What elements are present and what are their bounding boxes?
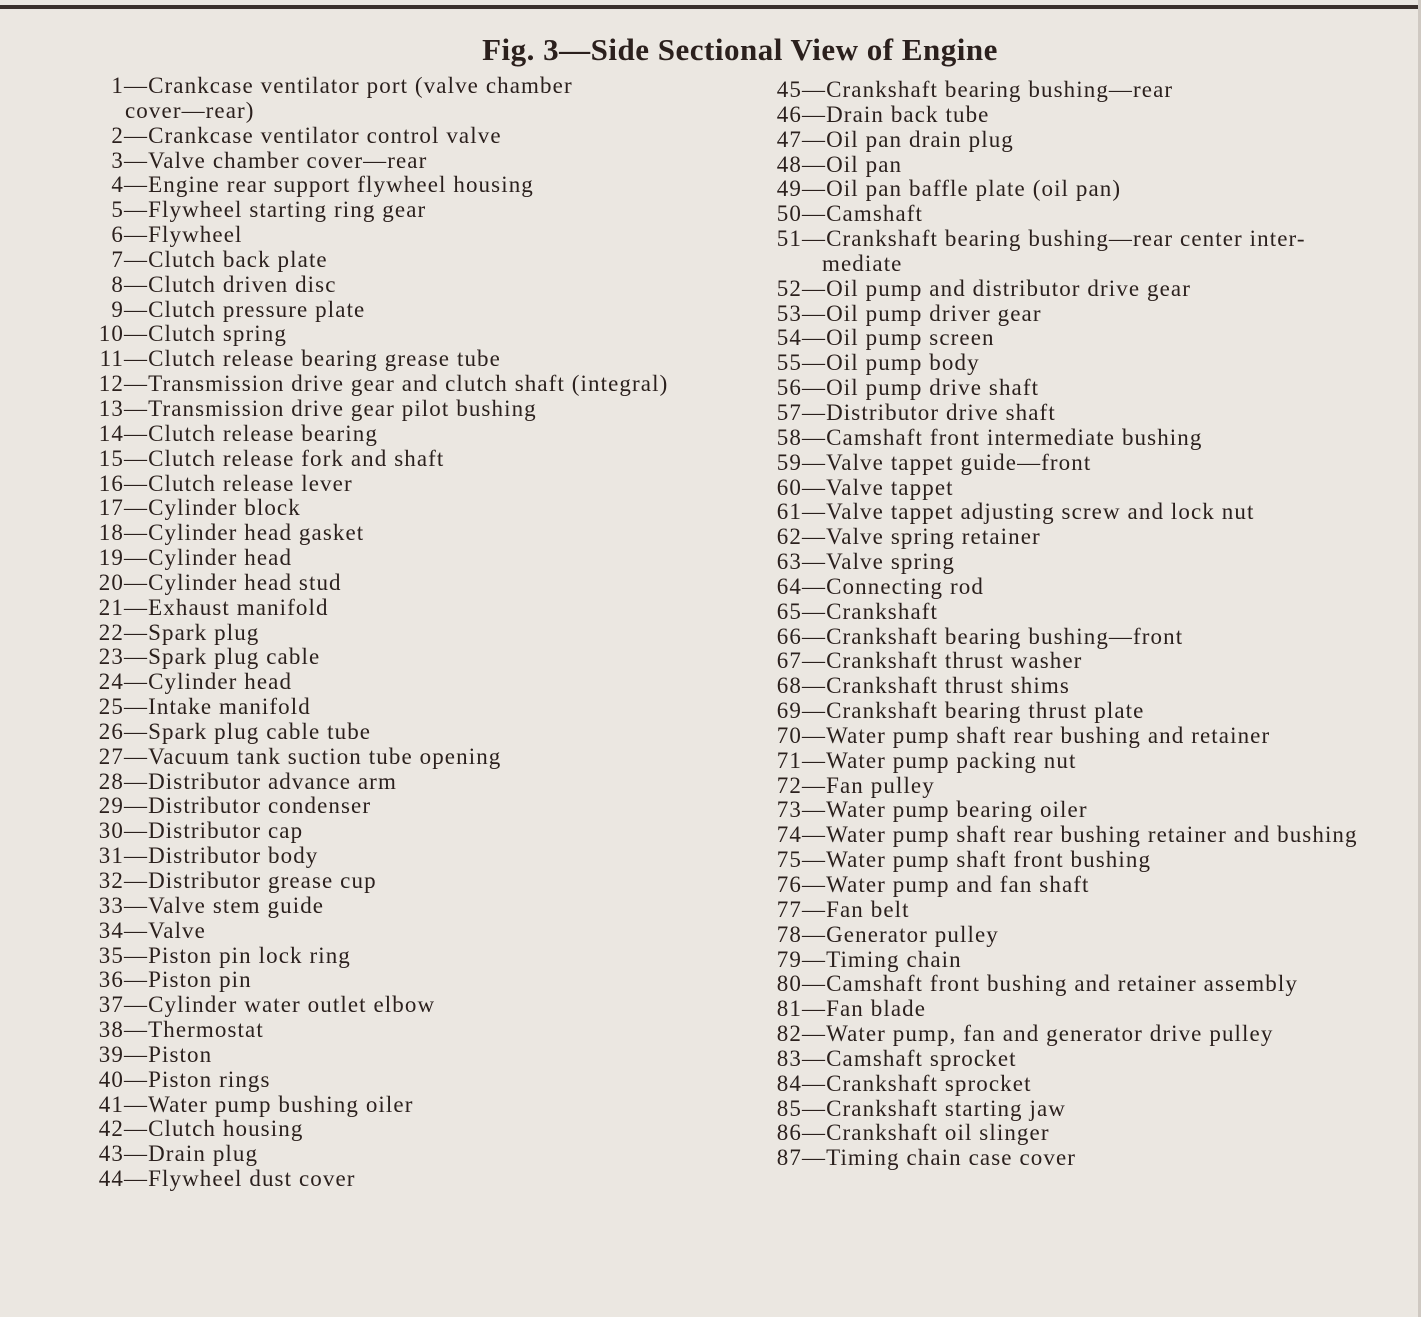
part-item xyxy=(60,670,668,695)
parts-list-left xyxy=(60,74,668,1192)
part-item xyxy=(60,273,668,298)
part-description: —Water pump bushing oiler xyxy=(124,1091,414,1117)
part-description: —Water pump shaft rear bushing retainer and bushing xyxy=(802,822,1358,848)
part-item xyxy=(740,724,1358,749)
part-description: —Crankshaft starting jaw xyxy=(802,1095,1067,1121)
part-number: 60 xyxy=(776,474,802,500)
part-description: —Oil pan drain plug xyxy=(802,126,1014,152)
part-description: —Exhaust manifold xyxy=(124,594,329,620)
part-number: 31 xyxy=(98,843,124,869)
part-description: —Crankcase ventilator port (valve chamber xyxy=(124,73,573,98)
part-description: —Distributor body xyxy=(124,843,319,869)
part-item xyxy=(60,944,668,969)
part-number: 16 xyxy=(98,470,124,496)
part-number: 78 xyxy=(776,921,802,947)
part-number: 85 xyxy=(776,1095,802,1121)
part-number: 81 xyxy=(776,996,802,1022)
part-number: 57 xyxy=(776,399,802,425)
part-item xyxy=(740,476,1358,501)
part-item xyxy=(60,496,668,521)
part-number: 18 xyxy=(98,520,124,546)
part-item xyxy=(740,153,1358,178)
part-number: 29 xyxy=(98,793,124,819)
part-number: 63 xyxy=(776,549,802,575)
part-description: —Camshaft front bushing and retainer assembly xyxy=(802,971,1298,997)
part-number: 24 xyxy=(98,669,124,695)
part-item xyxy=(740,1097,1358,1122)
part-description: —Oil pan xyxy=(802,151,903,177)
part-description: —Transmission drive gear and clutch shaft (integral) xyxy=(124,371,669,397)
part-description: —Cylinder head xyxy=(124,545,293,571)
part-description: —Valve tappet xyxy=(802,474,954,500)
parts-list-right xyxy=(740,78,1358,1171)
part-item xyxy=(740,674,1358,699)
part-item xyxy=(740,1072,1358,1097)
part-description: —Clutch back plate xyxy=(124,246,328,272)
part-item xyxy=(740,823,1358,848)
part-number: 61 xyxy=(776,499,802,525)
part-item xyxy=(60,844,668,869)
part-item xyxy=(60,149,668,174)
part-number: 27 xyxy=(98,743,124,769)
part-number: 6 xyxy=(111,222,124,248)
part-description: —Piston pin xyxy=(124,967,252,993)
part-item xyxy=(60,794,668,819)
part-description: —Crankshaft bearing bushing—rear xyxy=(802,77,1174,102)
part-number: 55 xyxy=(776,350,802,376)
part-number: 33 xyxy=(98,892,124,918)
part-item xyxy=(740,923,1358,948)
part-item xyxy=(740,550,1358,575)
part-description: —Fan pulley xyxy=(802,772,935,798)
part-description-continued: cover—rear) xyxy=(125,97,255,123)
part-number: 7 xyxy=(111,246,124,272)
part-description: —Camshaft front intermediate bushing xyxy=(802,424,1203,450)
part-number: 23 xyxy=(98,644,124,670)
part-item xyxy=(60,397,668,422)
part-number: 38 xyxy=(98,1017,124,1043)
part-number: 13 xyxy=(98,395,124,421)
part-item xyxy=(60,894,668,919)
part-item xyxy=(740,500,1358,525)
part-description: —Water pump and fan shaft xyxy=(802,872,1090,897)
part-number: 32 xyxy=(98,868,124,893)
part-item xyxy=(60,223,668,248)
part-item xyxy=(60,745,668,770)
part-item xyxy=(740,78,1358,103)
part-description: —Transmission drive gear pilot bushing xyxy=(124,395,537,421)
part-description: —Fan blade xyxy=(802,996,927,1022)
part-number: 17 xyxy=(98,495,124,521)
part-item xyxy=(60,869,668,894)
part-item xyxy=(740,699,1358,724)
part-number: 47 xyxy=(776,126,802,152)
part-number: 42 xyxy=(98,1116,124,1142)
part-description: —Spark plug xyxy=(124,619,260,645)
part-number: 19 xyxy=(98,545,124,571)
part-number: 20 xyxy=(98,569,124,595)
part-description: —Crankshaft xyxy=(802,598,939,624)
part-description: —Valve xyxy=(124,917,206,943)
part-item xyxy=(60,571,668,596)
part-item xyxy=(60,1093,668,1118)
part-description: —Cylinder head stud xyxy=(124,569,342,595)
part-number: 41 xyxy=(98,1091,124,1117)
part-item xyxy=(740,575,1358,600)
part-number: 39 xyxy=(98,1041,124,1067)
part-item xyxy=(60,695,668,720)
part-description: —Timing chain case cover xyxy=(802,1145,1077,1171)
top-rule xyxy=(0,5,1421,9)
part-item xyxy=(60,521,668,546)
part-item xyxy=(60,322,668,347)
part-number: 37 xyxy=(98,992,124,1018)
part-number: 10 xyxy=(98,321,124,347)
part-item xyxy=(60,1068,668,1093)
part-description: —Distributor cap xyxy=(124,818,304,844)
part-number: 65 xyxy=(776,598,802,624)
part-item xyxy=(740,351,1358,376)
part-number: 25 xyxy=(98,694,124,720)
part-item xyxy=(60,198,668,223)
part-number: 73 xyxy=(776,797,802,823)
part-number: 82 xyxy=(776,1021,802,1047)
part-description: —Crankshaft thrust washer xyxy=(802,648,1083,674)
part-description: —Oil pump driver gear xyxy=(802,300,1042,326)
part-description: —Crankshaft bearing bushing—rear center inter- xyxy=(802,226,1306,252)
figure-title: Fig. 3—Side Sectional View of Engine xyxy=(482,32,998,67)
part-description: —Piston xyxy=(124,1041,213,1067)
part-description: —Distributor advance arm xyxy=(124,768,397,794)
part-number: 9 xyxy=(111,296,124,322)
part-number: 15 xyxy=(98,445,124,471)
part-number: 4 xyxy=(111,172,124,198)
part-item xyxy=(740,798,1358,823)
part-description: —Oil pump body xyxy=(802,350,980,376)
part-description: —Valve tappet adjusting screw and lock nut xyxy=(802,499,1255,525)
part-number: 5 xyxy=(111,197,124,223)
part-description: —Distributor condenser xyxy=(124,793,372,819)
part-item xyxy=(740,227,1358,252)
part-description: —Drain back tube xyxy=(802,101,990,127)
part-item xyxy=(740,177,1358,202)
part-number: 34 xyxy=(98,917,124,943)
part-description: —Clutch release lever xyxy=(124,470,353,496)
part-number: 45 xyxy=(776,77,802,102)
part-number: 51 xyxy=(776,226,802,252)
part-item xyxy=(60,596,668,621)
part-description: —Water pump packing nut xyxy=(802,747,1077,773)
part-description: —Spark plug cable xyxy=(124,644,321,670)
part-description: —Camshaft xyxy=(802,201,924,227)
part-description: —Valve tappet guide—front xyxy=(802,449,1092,475)
part-description: —Spark plug cable tube xyxy=(124,718,372,744)
part-description: —Intake manifold xyxy=(124,694,311,720)
part-number: 3 xyxy=(111,147,124,173)
part-number: 46 xyxy=(776,101,802,127)
part-number: 84 xyxy=(776,1070,802,1096)
part-number: 40 xyxy=(98,1066,124,1092)
part-number: 86 xyxy=(776,1120,802,1146)
part-number: 54 xyxy=(776,325,802,351)
part-description: —Crankshaft thrust shims xyxy=(802,673,1070,699)
part-description: —Cylinder block xyxy=(124,495,301,521)
part-item xyxy=(740,649,1358,674)
part-item xyxy=(740,302,1358,327)
part-number: 52 xyxy=(776,275,802,301)
part-description: —Cylinder head xyxy=(124,669,293,695)
part-number: 80 xyxy=(776,971,802,997)
part-item xyxy=(740,1022,1358,1047)
part-number: 48 xyxy=(776,151,802,177)
part-number: 21 xyxy=(98,594,124,620)
part-item xyxy=(740,376,1358,401)
part-description: —Flywheel starting ring gear xyxy=(124,197,427,223)
part-number: 71 xyxy=(776,747,802,773)
part-item xyxy=(60,298,668,323)
part-description: —Clutch spring xyxy=(124,321,287,347)
part-number: 53 xyxy=(776,300,802,326)
part-description: —Generator pulley xyxy=(802,921,999,947)
part-description: —Thermostat xyxy=(124,1017,264,1043)
part-description: —Timing chain xyxy=(802,946,962,972)
part-description: —Cylinder water outlet elbow xyxy=(124,992,436,1018)
part-description: —Crankcase ventilator control valve xyxy=(124,122,502,148)
part-description: —Crankshaft sprocket xyxy=(802,1070,1032,1096)
part-item xyxy=(60,1043,668,1068)
part-description: —Piston rings xyxy=(124,1066,271,1092)
part-description: —Camshaft sprocket xyxy=(802,1045,1017,1071)
part-item xyxy=(740,326,1358,351)
part-item xyxy=(740,426,1358,451)
part-item xyxy=(60,993,668,1018)
part-item xyxy=(60,621,668,646)
part-number: 68 xyxy=(776,673,802,699)
part-item xyxy=(60,645,668,670)
part-item xyxy=(740,401,1358,426)
part-item xyxy=(60,720,668,745)
part-description: —Clutch driven disc xyxy=(124,271,337,297)
part-item xyxy=(740,525,1358,550)
part-item xyxy=(740,1121,1358,1146)
part-number: 67 xyxy=(776,648,802,674)
part-description: —Piston pin lock ring xyxy=(124,942,351,968)
part-number: 1 xyxy=(111,73,124,98)
part-number: 14 xyxy=(98,420,124,446)
part-description: —Crankshaft oil slinger xyxy=(802,1120,1050,1146)
part-number: 56 xyxy=(776,375,802,401)
part-item xyxy=(60,74,668,99)
part-number: 59 xyxy=(776,449,802,475)
part-number: 50 xyxy=(776,201,802,227)
part-description: —Oil pan baffle plate (oil pan) xyxy=(802,176,1122,202)
part-item xyxy=(60,472,668,497)
part-description: —Clutch housing xyxy=(124,1116,304,1142)
part-description: —Water pump bearing oiler xyxy=(802,797,1088,823)
part-number: 35 xyxy=(98,942,124,968)
part-number: 76 xyxy=(776,872,802,897)
part-number: 75 xyxy=(776,847,802,873)
part-item xyxy=(60,919,668,944)
part-item xyxy=(740,202,1358,227)
part-item xyxy=(740,103,1358,128)
part-item xyxy=(60,1117,668,1142)
part-description: —Clutch release fork and shaft xyxy=(124,445,445,471)
part-item xyxy=(60,124,668,149)
part-number: 36 xyxy=(98,967,124,993)
part-item xyxy=(60,819,668,844)
part-item xyxy=(740,898,1358,923)
part-description: —Crankshaft bearing thrust plate xyxy=(802,698,1145,724)
part-description: —Oil pump drive shaft xyxy=(802,375,1040,401)
part-item xyxy=(740,997,1358,1022)
part-number: 70 xyxy=(776,722,802,748)
part-item xyxy=(740,625,1358,650)
part-number: 28 xyxy=(98,768,124,794)
part-description: —Distributor drive shaft xyxy=(802,399,1056,425)
part-item xyxy=(60,347,668,372)
part-number: 49 xyxy=(776,176,802,202)
part-item xyxy=(740,774,1358,799)
part-number: 22 xyxy=(98,619,124,645)
part-item xyxy=(740,948,1358,973)
part-number: 12 xyxy=(98,371,124,397)
part-description: —Valve spring xyxy=(802,549,955,575)
part-description: —Vacuum tank suction tube opening xyxy=(124,743,502,769)
part-item xyxy=(740,128,1358,153)
part-description: —Distributor grease cup xyxy=(124,868,377,893)
part-number: 26 xyxy=(98,718,124,744)
part-description: —Crankshaft bearing bushing—front xyxy=(802,623,1184,649)
part-item xyxy=(740,873,1358,898)
part-item xyxy=(740,972,1358,997)
part-description: —Clutch release bearing grease tube xyxy=(124,346,501,372)
part-number: 77 xyxy=(776,896,802,922)
part-number: 87 xyxy=(776,1145,802,1171)
part-item xyxy=(740,1146,1358,1171)
part-description: —Oil pump and distributor drive gear xyxy=(802,275,1192,301)
part-description: —Flywheel dust cover xyxy=(124,1166,356,1192)
part-number: 64 xyxy=(776,573,802,599)
part-item xyxy=(740,600,1358,625)
part-item xyxy=(60,422,668,447)
part-description: —Valve chamber cover—rear xyxy=(124,147,428,173)
part-item xyxy=(60,770,668,795)
part-item xyxy=(60,1018,668,1043)
part-description: —Water pump shaft rear bushing and retainer xyxy=(802,722,1271,748)
part-description: —Flywheel xyxy=(124,222,243,248)
part-description: —Clutch release bearing xyxy=(124,420,378,446)
part-description: —Connecting rod xyxy=(802,573,984,599)
part-number: 83 xyxy=(776,1045,802,1071)
part-item xyxy=(60,1167,668,1192)
part-item xyxy=(740,848,1358,873)
part-number: 66 xyxy=(776,623,802,649)
part-item xyxy=(740,277,1358,302)
part-item xyxy=(60,372,668,397)
part-number: 8 xyxy=(111,271,124,297)
part-description: —Water pump shaft front bushing xyxy=(802,847,1152,873)
part-description: —Valve spring retainer xyxy=(802,524,1041,550)
part-item xyxy=(740,1047,1358,1072)
part-description: —Clutch pressure plate xyxy=(124,296,366,322)
part-number: 44 xyxy=(98,1166,124,1192)
part-number: 30 xyxy=(98,818,124,844)
part-item xyxy=(60,447,668,472)
part-item xyxy=(60,546,668,571)
part-description: —Water pump, fan and generator drive pulley xyxy=(802,1021,1274,1047)
part-number: 79 xyxy=(776,946,802,972)
part-number: 62 xyxy=(776,524,802,550)
part-description: —Engine rear support flywheel housing xyxy=(124,172,534,198)
part-number: 43 xyxy=(98,1141,124,1167)
part-description-continued: mediate xyxy=(822,250,903,276)
part-description: —Fan belt xyxy=(802,896,910,922)
part-description: —Drain plug xyxy=(124,1141,259,1167)
part-description: —Oil pump screen xyxy=(802,325,995,351)
part-number: 74 xyxy=(776,822,802,848)
part-item xyxy=(60,968,668,993)
part-number: 69 xyxy=(776,698,802,724)
part-item xyxy=(60,1142,668,1167)
part-number: 58 xyxy=(776,424,802,450)
part-number: 11 xyxy=(99,346,124,372)
part-number: 72 xyxy=(776,772,802,798)
part-description: —Valve stem guide xyxy=(124,892,325,918)
part-item xyxy=(740,451,1358,476)
part-item xyxy=(60,248,668,273)
part-number: 2 xyxy=(111,122,124,148)
part-description: —Cylinder head gasket xyxy=(124,520,365,546)
part-item xyxy=(740,749,1358,774)
part-item xyxy=(60,173,668,198)
